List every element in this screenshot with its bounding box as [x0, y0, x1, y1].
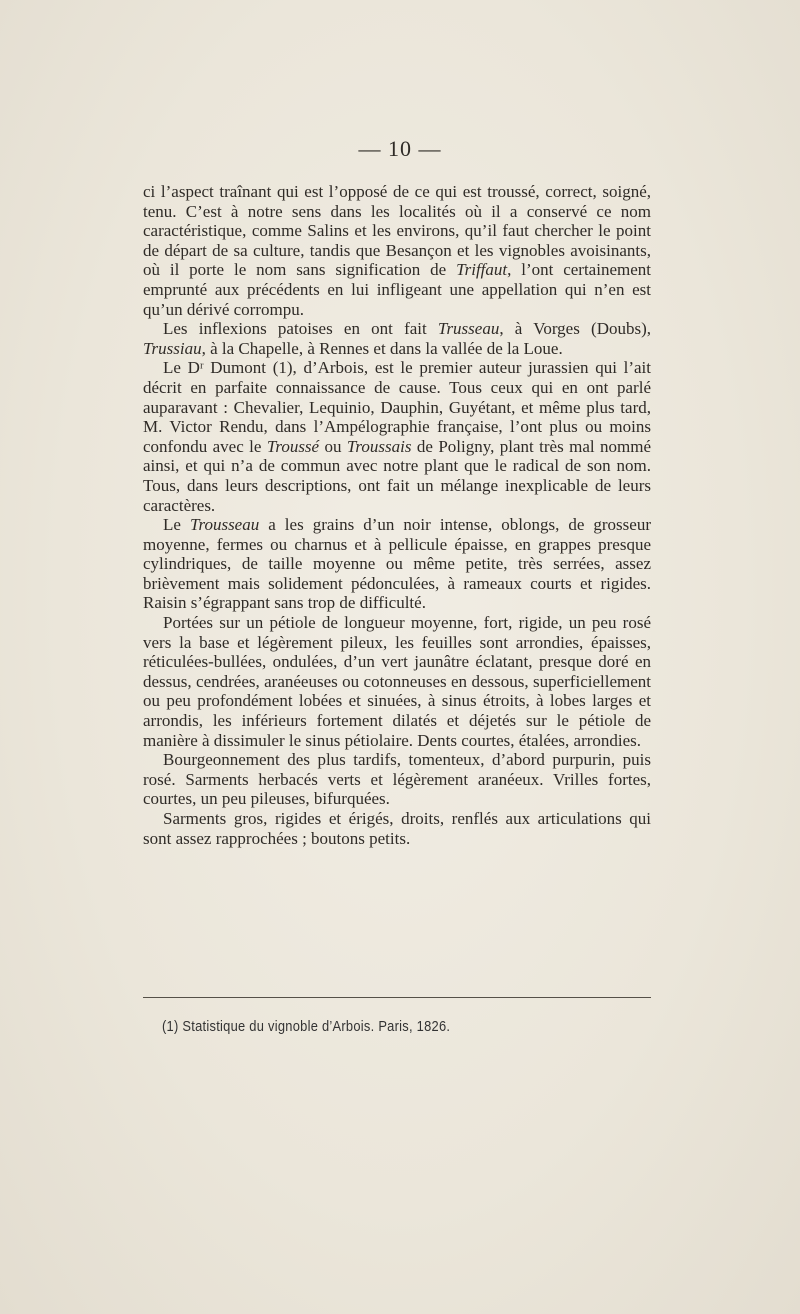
- text-run: Sarments gros, rigides et érigés, droits, renflés aux articulations qui sont assez rapprochées ; boutons petits.: [143, 809, 651, 848]
- footnote: (1) Statistique du vignoble d’Arbois. Paris, 1826.: [162, 1018, 451, 1035]
- italic-term: Triffaut: [456, 260, 508, 280]
- footnote-separator: [143, 997, 651, 998]
- paragraph: [143, 515, 651, 613]
- text-run: , l’ont certainement emprunté aux précédents en lui infligeant une appellation qui n’en est qu’un dérivé corrompu.: [143, 260, 651, 319]
- page-number: — 10 —: [358, 136, 442, 161]
- italic-term: Troussé: [266, 436, 320, 456]
- text-run: de Poligny, plant très mal nommé ainsi, et qui n’a de commun avec notre plant que le radical de son nom. Tous, dans leurs descriptions, ont fait un mélange inexplicable de leurs caractères.: [143, 436, 651, 515]
- text-run: ou: [319, 436, 347, 456]
- text-run: ci l’aspect traînant qui est l’opposé de ce qui est troussé, correct, soigné, tenu. C’est à notre sens dans les localités où il a conservé ce nom caractéristique, comme Salins et les environs, qu’il faut chercher le point de départ de sa culture, tandis que Besançon et les vignobles avoisinants, où il porte le nom sans signification de: [143, 182, 651, 280]
- paragraph: [143, 182, 651, 319]
- paragraph: [143, 613, 651, 750]
- text-run: , à Vorges (Doubs),: [499, 319, 651, 339]
- paragraph: [143, 358, 651, 515]
- paragraph: [143, 750, 651, 809]
- paragraph: [143, 809, 651, 848]
- italic-term: Trusseau: [437, 319, 500, 339]
- text-run: a les grains d’un noir intense, oblongs, de grosseur moyenne, fermes ou charnus et à pellicule épaisse, en grappes presque cylindriques, de taille moyenne ou même petite, très serrées, assez brièvement mais solidement pédonculées, à rameaux courts et rigides. Raisin s’égrappant sans trop de difficulté.: [143, 515, 651, 613]
- paragraph: [143, 319, 651, 358]
- text-run: Les inflexions patoises en ont fait: [163, 319, 438, 339]
- body-text: [143, 182, 651, 848]
- italic-term: Troussais: [346, 436, 412, 456]
- italic-term: Trussiau: [143, 338, 202, 358]
- italic-term: Trousseau: [189, 515, 260, 535]
- text-run: Bourgeonnement des plus tardifs, tomenteux, d’abord purpurin, puis rosé. Sarments herbacés verts et légèrement aranéeux. Vrilles fortes, courtes, un peu pileuses, bifurquées.: [143, 750, 651, 809]
- text-run: Le Dʳ Dumont (1), d’Arbois, est le premier auteur jurassien qui l’ait décrit en parfaite connaissance de cause. Tous ceux qui en ont parlé auparavant : Chevalier, Lequinio, Dauphin, Guyétant, et même plus tard, M. Victor Rendu, dans l’Ampélographie française, l’ont plus ou moins confondu avec le: [143, 358, 651, 456]
- text-run: Portées sur un pétiole de longueur moyenne, fort, rigide, un peu rosé vers la base et légèrement pileux, les feuilles sont arrondies, épaisses, réticulées-bullées, ondulées, d’un vert jaunâtre éclatant, presque doré en dessus, cendrées, aranéeuses ou cotonneuses en dessous, superficiellement ou peu profondément lobées et sinuées, à sinus étroits, à lobes larges et arrondis, les inférieurs fortement dilatés et déjetés sur le pétiole de manière à dissimuler le sinus pétiolaire. Dents courtes, étalées, arrondies.: [143, 613, 651, 750]
- text-run: , à la Chapelle, à Rennes et dans la vallée de la Loue.: [201, 338, 563, 358]
- text-run: Le: [163, 515, 190, 535]
